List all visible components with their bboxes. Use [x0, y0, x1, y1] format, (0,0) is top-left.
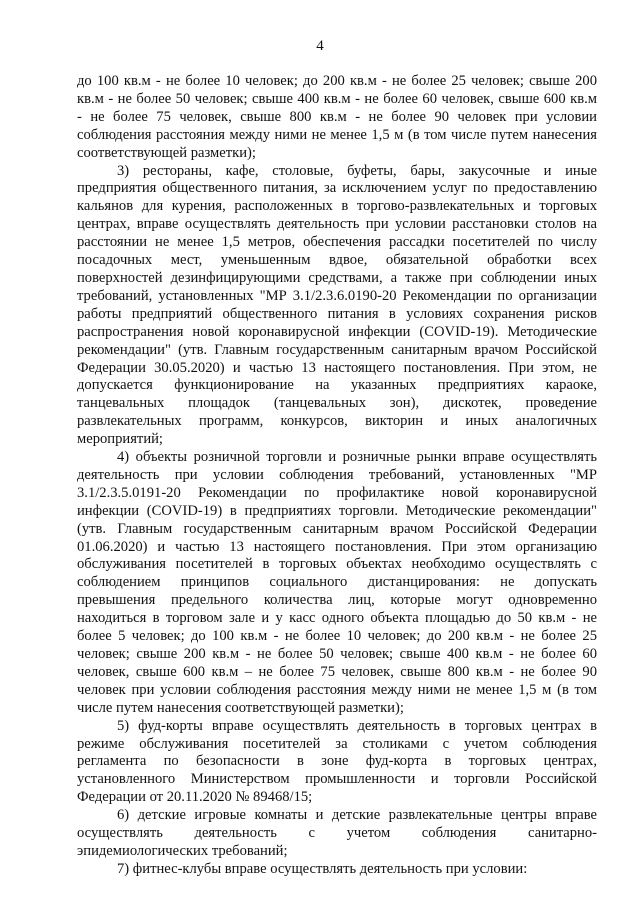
text-line: 4) объекты розничной торговли и розничные рынки вправе осуществлять [117, 449, 597, 466]
text-line: находиться в торговом зале и у касс одного объекта площадью до 50 кв.м - не [77, 610, 597, 627]
text-line: 6) детские игровые комнаты и детские развлекательные центры вправе [117, 807, 597, 824]
text-line: 5) фуд-корты вправе осуществлять деятельность в торговых центрах в [117, 717, 597, 734]
text-line: эпидемиологических требований; [77, 842, 288, 859]
text-line: установленного Министерством промышленности и торговли Российской [77, 771, 597, 788]
text-line: регламента по безопасности в зоне фуд-корта в торговых центрах, [77, 753, 597, 770]
text-line: 3) рестораны, кафе, столовые, буфеты, бары, закусочные и иные [117, 162, 597, 179]
text-line: человек, свыше 600 кв.м – не более 75 человек, свыше 800 кв.м - не более 90 [77, 663, 597, 680]
paragraph-item-3 [77, 163, 597, 450]
text-line: распространения новой коронавирусной инфекции (COVID-19). Методические [77, 323, 597, 340]
text-line: режиме обслуживания посетителей за столиками с учетом соблюдения [77, 735, 597, 752]
text-line: посадочных мест, уменьшенным вдвое, обязательной обработки всех [77, 252, 597, 269]
text-line: центрах, вправе осуществлять деятельность при условии расстановки столов на [77, 216, 597, 233]
text-line: обслуживания посетителей в торговых объектах необходимо осуществлять с [77, 556, 597, 573]
page-number: 4 [316, 38, 324, 54]
text-line: Федерации 30.05.2020) и частью 13 настоящего постановления. При этом, не [77, 359, 597, 376]
text-line: превышения предельного количества лиц, которые могут одновременно [77, 592, 597, 609]
text-line: человек; свыше 200 кв.м - не более 50 человек; свыше 400 кв.м - не более 60 [77, 646, 597, 662]
text-line: поверхностей дезинфицирующими средствами, а также при соблюдении иных [77, 269, 597, 286]
text-line: до 100 кв.м - не более 10 человек; до 200 кв.м - не более 25 человек; свыше 200 [77, 73, 597, 89]
paragraph-item-4 [77, 449, 597, 718]
text-line: кв.м - не более 50 человек; свыше 400 кв.м - не более 60 человек, свыше 600 кв.м [77, 90, 597, 107]
text-line: числе путем нанесения соответствующей разметки); [77, 699, 404, 716]
text-line: предприятия общественного питания, за исключением услуг по предоставлению [77, 180, 597, 197]
paragraph-item-5 [77, 718, 597, 808]
text-line: соблюдением принципов социального дистанцирования: не допускать [77, 574, 597, 591]
document-body [77, 73, 597, 879]
text-line: допускается функционирование на указанных предприятиях караоке, [77, 377, 597, 394]
text-line: инфекции (COVID-19) в предприятиях торговли. Методические рекомендации" [77, 502, 597, 519]
paragraph-item-6 [77, 807, 597, 861]
text-line: человек при условии соблюдения расстояния между ними не менее 1,5 м (в том [77, 681, 597, 698]
text-line: расстоянии не менее 1,5 метров, обеспечения рассадки посетителей по числу [77, 234, 597, 251]
text-line: рекомендации" (утв. Главным государственным санитарным врачом Российской [77, 341, 597, 358]
text-line: (утв. Главным государственным санитарным врачом Российской Федерации [77, 520, 597, 537]
text-line: требований, установленных "МР 3.1/2.3.6.0190-20 Рекомендации по организации [77, 287, 597, 304]
text-line: - не более 75 человек, свыше 800 кв.м - не более 90 человек при условии [77, 108, 597, 125]
text-line: осуществлять деятельность с учетом соблюдения санитарно- [77, 825, 597, 842]
text-line: 7) фитнес-клубы вправе осуществлять деятельность при условии: [117, 860, 528, 877]
text-line: деятельность при условии соблюдения требований, установленных "МР [77, 466, 597, 483]
text-line: мероприятий; [77, 431, 163, 448]
paragraph-continuation [77, 73, 597, 163]
text-line: соответствующей разметки); [77, 144, 256, 161]
text-line: 3.1/2.3.5.0191-20 Рекомендации по профилактике новой коронавирусной [77, 484, 597, 501]
text-line: развлекательных программ, конкурсов, викторин и иных аналогичных [77, 413, 597, 430]
text-line: Федерации от 20.11.2020 № 89468/15; [77, 789, 313, 806]
text-line: более 5 человек; до 100 кв.м - не более 10 человек; до 200 кв.м - не более 25 [77, 628, 597, 645]
text-line: танцевальных площадок (танцевальных зон), дискотек, проведение [77, 395, 597, 412]
text-line: кальянов для курения, расположенных в торгово-развлекательных и торговых [77, 198, 597, 215]
text-line: соблюдения расстояния между ними не менее 1,5 м (в том числе путем нанесения [77, 126, 597, 143]
text-line: 01.06.2020) и частью 13 настоящего постановления. При этом организацию [77, 538, 597, 555]
text-line: работы предприятий общественного питания в условиях сохранения рисков [77, 305, 597, 322]
paragraph-item-7 [77, 861, 597, 879]
